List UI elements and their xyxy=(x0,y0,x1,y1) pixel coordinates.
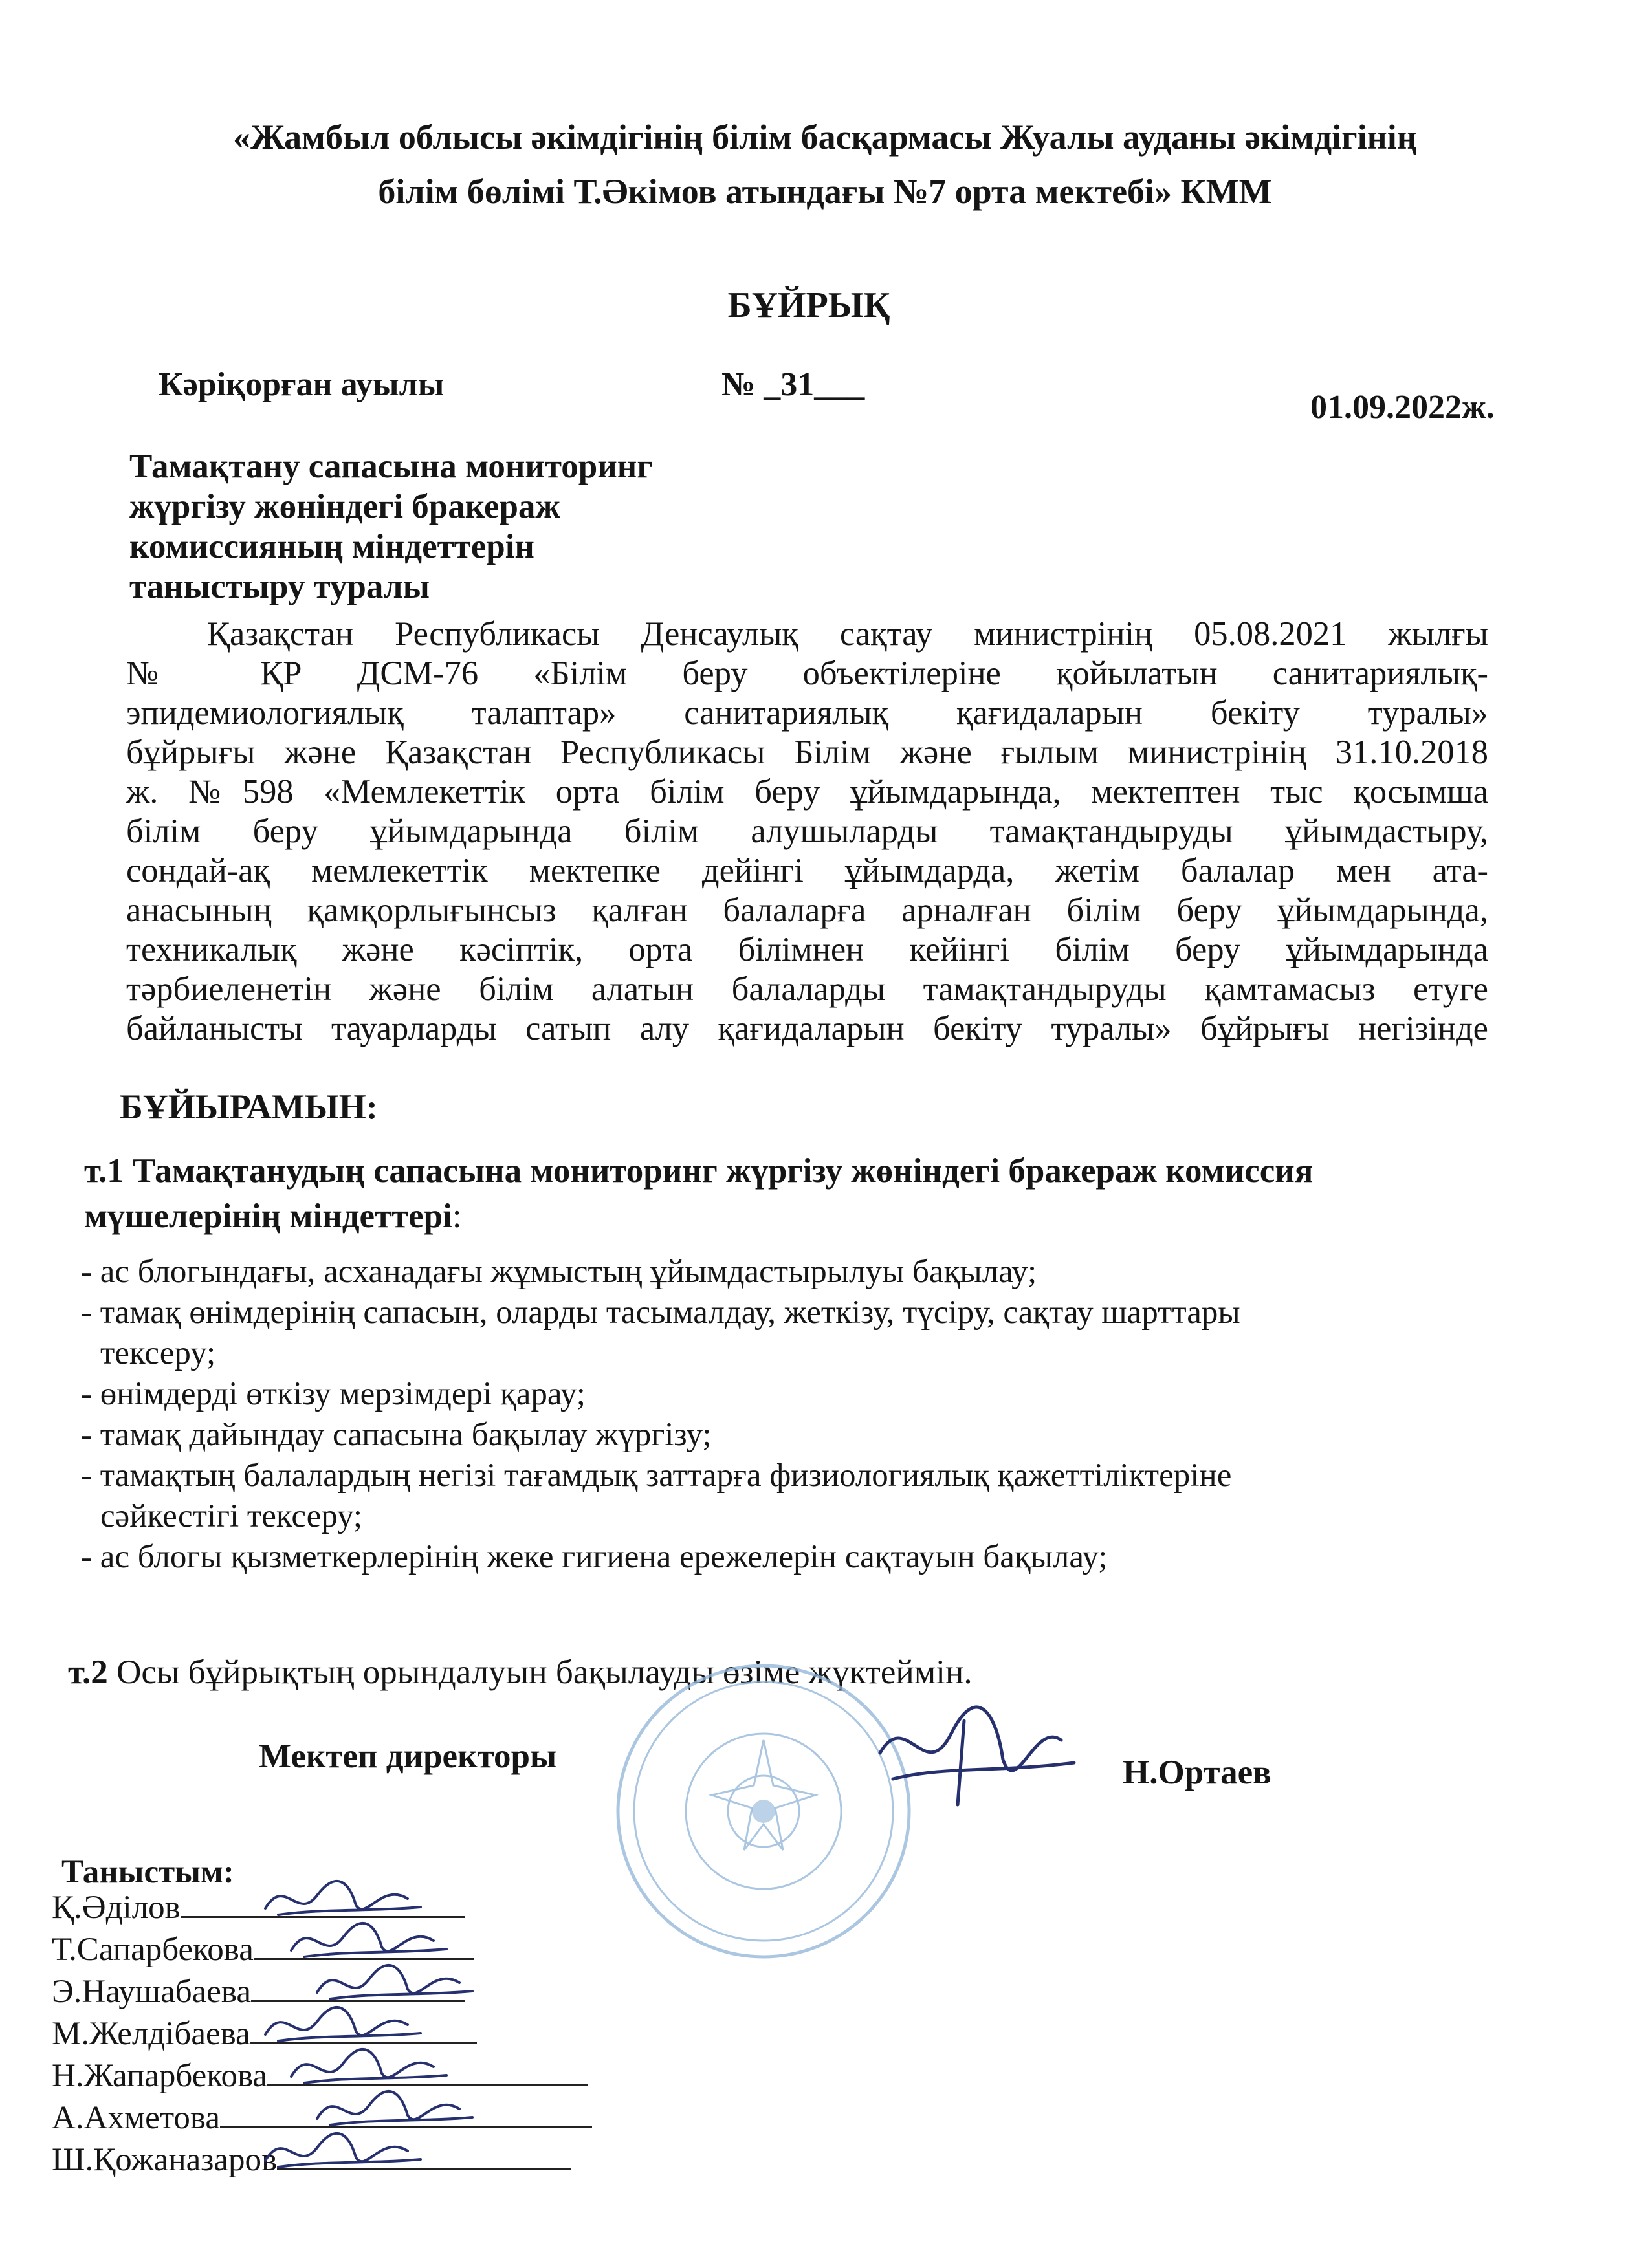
order-subject xyxy=(129,446,751,607)
preamble-line-9: техникалық және кәсіптік, орта білімнен кейінгі білім беру ұйымдарында xyxy=(126,931,1488,968)
duty-4: - тамақ дайындау сапасына бақылау жүргізу; xyxy=(81,1417,712,1453)
acknowledgement-name: А.Ахметова xyxy=(52,2100,220,2136)
acknowledgement-name: Қ.Әділов xyxy=(52,1890,181,1926)
signer-name: Н.Ортаев xyxy=(1123,1754,1271,1791)
preamble-line-6: білім беру ұйымдарында білім алушыларды тамақтандыруды ұйымдастыру, xyxy=(126,812,1488,850)
acknowledgement-name: Н.Жапарбекова xyxy=(52,2058,268,2094)
order-date: 01.09.2022ж. xyxy=(1310,389,1495,426)
preamble-paragraph xyxy=(126,615,1488,1049)
point-1-line-2: мүшелерінің міндеттері xyxy=(84,1197,452,1235)
preamble-line-10: тәрбиеленетін және білім алатын балаларды тамақтандыруды қамтамасыз етуге xyxy=(126,970,1488,1008)
acknowledgement-name: Ш.Қожаназаров xyxy=(52,2142,278,2178)
preamble-line-8: анасының қамқорлығынсыз қалған балаларға арналған білім беру ұйымдарында, xyxy=(126,891,1488,929)
acknowledgement-title: Таныстым: xyxy=(61,1854,234,1890)
acknowledgement-name: Э.Наушабаева xyxy=(52,1974,251,2010)
point-1-line-1: т.1 Тамақтанудың сапасына мониторинг жүргізу жөніндегі бракераж комиссия xyxy=(84,1152,1314,1190)
point-1-heading xyxy=(84,1148,1469,1239)
subject-line-1: Тамақтану сапасына мониторинг xyxy=(129,448,653,485)
subject-line-4: таныстыру туралы xyxy=(129,568,430,605)
place-name: Кәріқорған ауылы xyxy=(159,366,445,403)
order-number: № _31___ xyxy=(721,366,865,403)
duty-2-continuation: тексеру; xyxy=(100,1335,216,1371)
point-1-colon: : xyxy=(452,1197,462,1235)
subject-line-2: жүргізу жөніндегі бракераж xyxy=(129,488,560,525)
signer-position: Мектеп директоры xyxy=(259,1738,557,1775)
preamble-line-5: ж. №598 «Мемлекеттік орта білім беру ұйымдарында, мектептен тыс қосымша xyxy=(126,773,1488,811)
preamble-line-1: Қазақстан Республикасы Денсаулық сақтау министрінің 05.08.2021 жылғы xyxy=(207,615,1488,653)
order-word: БҰЙЫРАМЫН: xyxy=(120,1087,378,1126)
duty-2: - тамақ өнімдерінің сапасын, оларды тасымалдау, жеткізу, түсіру, сақтау шарттары xyxy=(81,1294,1240,1331)
duty-1: - ас блогындағы, асханадағы жұмыстың ұйымдастырылуы бақылау; xyxy=(81,1254,1037,1290)
header-line-2: білім бөлімі Т.Әкімов атындағы №7 орта мектебі» КММ xyxy=(378,172,1272,211)
duty-5: - тамақтың балалардың негізі тағамдық заттарға физиологиялық қажеттіліктеріне xyxy=(81,1457,1232,1494)
handwritten-signature xyxy=(259,2122,427,2180)
acknowledgement-name: Т.Сапарбекова xyxy=(52,1932,254,1968)
point-2-text: Осы бұйрықтың орындалуын бақылауды өзіме жүктеймін. xyxy=(107,1653,973,1691)
duty-5-continuation: сәйкестігі тексеру; xyxy=(100,1498,363,1534)
duties-list xyxy=(81,1252,1504,1578)
organization-header xyxy=(97,110,1553,219)
preamble-line-3: эпидемиологиялық талаптар» санитариялық қағидаларын бекіту туралы» xyxy=(126,694,1488,732)
point-2-label: т.2 xyxy=(68,1653,108,1691)
subject-line-3: комиссияның міндеттерін xyxy=(129,528,534,565)
duty-3: - өнімдерді өткізу мерзімдері қарау; xyxy=(81,1376,586,1412)
document-title: БҰЙРЫҚ xyxy=(727,285,890,325)
acknowledgement-name: М.Желдібаева xyxy=(52,2016,250,2052)
header-line-1: «Жамбыл облысы әкімдігінің білім басқармасы Жуалы ауданы әкімдігінің xyxy=(233,118,1417,157)
preamble-line-7: сондай-ақ мемлекеттік мектепке дейінгі ұйымдарда, жетім балалар мен ата- xyxy=(126,852,1488,889)
duty-6: - ас блогы қызметкерлерінің жеке гигиена ережелерін сақтауын бақылау; xyxy=(81,1539,1108,1575)
preamble-line-4: бұйрығы және Қазақстан Республикасы Білім және ғылым министрінің 31.10.2018 xyxy=(126,734,1488,771)
preamble-line-11: байланысты тауарларды сатып алу қағидаларын бекіту туралы» бұйрығы негізінде xyxy=(126,1010,1488,1047)
preamble-line-2: № ҚР ДСМ-76 «Білім беру объектілеріне қойылатын санитариялық- xyxy=(126,655,1488,692)
director-signature xyxy=(867,1695,1087,1824)
